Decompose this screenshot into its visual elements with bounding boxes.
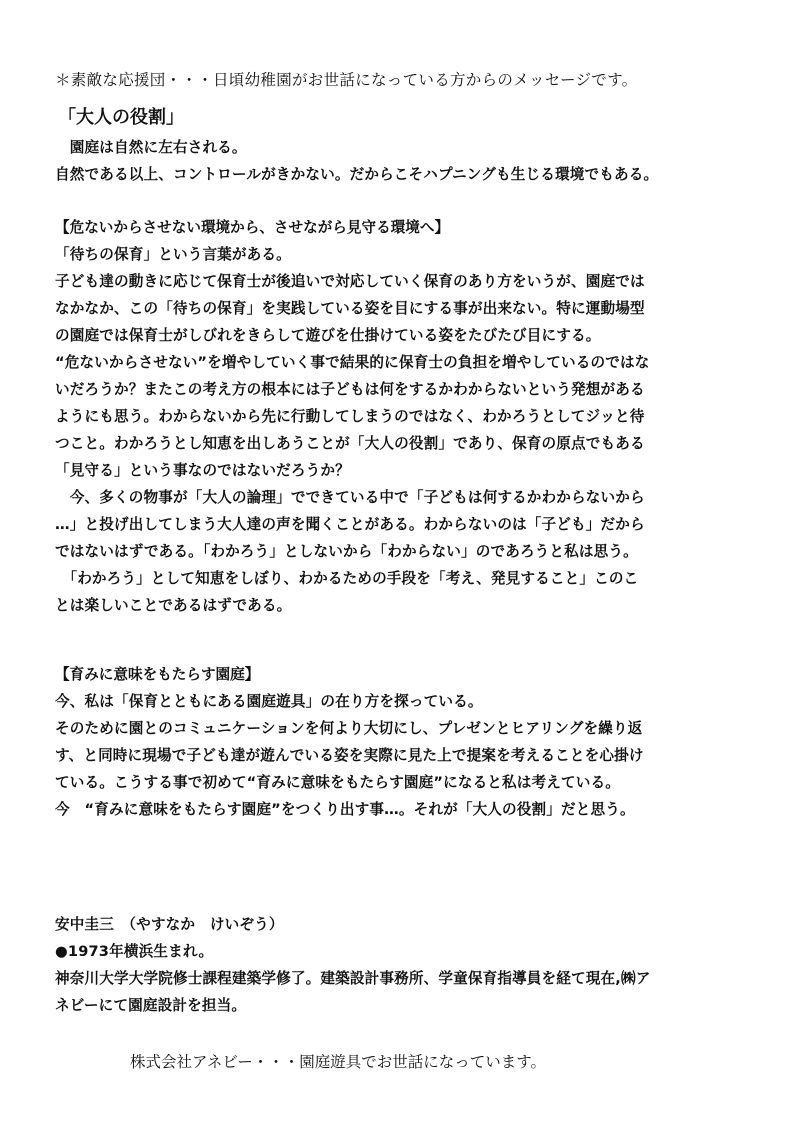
paragraph-line: 今 “育みに意味をもたらす園庭”をつくり出す事…。それが「大人の役割」だと思う。 <box>55 801 635 818</box>
paragraph-line: 今、多くの物事が「大人の論理」でできている中で「子どもは何するかわからないから <box>55 489 645 506</box>
author-name: 安中圭三 （やすなか けいぞう） <box>55 916 284 933</box>
author-bio-line: ネビーにて園庭設計を担当。 <box>55 997 247 1014</box>
paragraph-line: 園庭は自然に左右される。 <box>55 139 247 156</box>
paragraph-line: 自然である以上、コントロールがきかない。だからこそハプニングも生じる環境でもある。 <box>55 166 659 183</box>
paragraph-line: 「わかろう」として知恵をしぼり、わかるための手段を「考え、発見すること」このこ <box>55 570 639 587</box>
paragraph-line: 「見守る」という事なのではないだろうか？ <box>55 462 350 479</box>
paragraph-line: とは楽しいことであるはずである。 <box>55 597 292 614</box>
page-title: 「大人の役割」 <box>58 107 184 128</box>
author-bio-line: 神奈川大学大学院修士課程建築学修了。建築設計事務所、学童保育指導員を経て現在,㈱ア <box>55 970 651 987</box>
paragraph-line: そのために園とのコミュニケーションを何より大切にし、プレゼンとヒアリングを繰り返 <box>55 720 643 737</box>
paragraph-line: “危ないからさせない”を増やしていく事で結果的に保育士の負担を増やしているのではな <box>55 354 650 371</box>
section-heading-safety: 【危ないからさせない環境から、させながら見守る環境へ】 <box>55 219 450 236</box>
paragraph-line: ている。こうする事で初めて“育みに意味をもたらす園庭”になると私は考えている。 <box>55 774 621 791</box>
author-birth: ●1973年横浜生まれ。 <box>55 943 214 960</box>
paragraph-line: つこと。わかろうとし知恵を出しあうことが「大人の役割」であり、保育の原点でもある <box>55 435 645 452</box>
paragraph-line: 子ども達の動きに応じて保育士が後追いで対応していく保育のあり方をいうが、園庭では <box>55 273 645 290</box>
paragraph-line: ではないはずである。「わかろう」としないから「わからない」のであろうと私は思う。 <box>55 543 638 560</box>
paragraph-line: いだろうか？またこの考え方の根本には子どもは何をするかわからないという発想がある <box>55 381 645 398</box>
paragraph-line: なかなか、この「待ちの保育」を実践している姿を目にする事が出来ない。特に運動場型 <box>55 300 645 317</box>
paragraph-line: ようにも思う。わからないから先に行動してしまうのではなく、わかろうとしてジッと待 <box>55 408 645 425</box>
paragraph-line: す、と同時に現場で子ども達が遊んでいる姿を実際に見た上で提案を考えることを心掛け <box>55 747 644 764</box>
paragraph-line: 「待ちの保育」という言葉がある。 <box>55 246 291 263</box>
paragraph-line: 今、私は「保育とともにある園庭遊具」の在り方を探っている。 <box>55 693 483 710</box>
company-footer: 株式会社アネビー・・・園庭遊具でお世話になっています。 <box>130 1053 547 1071</box>
paragraph-line: の園庭では保育士がしびれをきらして遊びを仕掛けている姿をたびたび目にする。 <box>55 327 601 344</box>
intro-text: ＊素敵な応援団・・・日頃幼稚園がお世話になっている方からのメッセージです。 <box>55 71 638 89</box>
paragraph-line: …」と投げ出してしまう大人達の声を聞くことがある。わからないのは「子ども」だから <box>55 516 645 533</box>
section-heading-nurture: 【育みに意味をもたらす園庭】 <box>55 666 260 683</box>
